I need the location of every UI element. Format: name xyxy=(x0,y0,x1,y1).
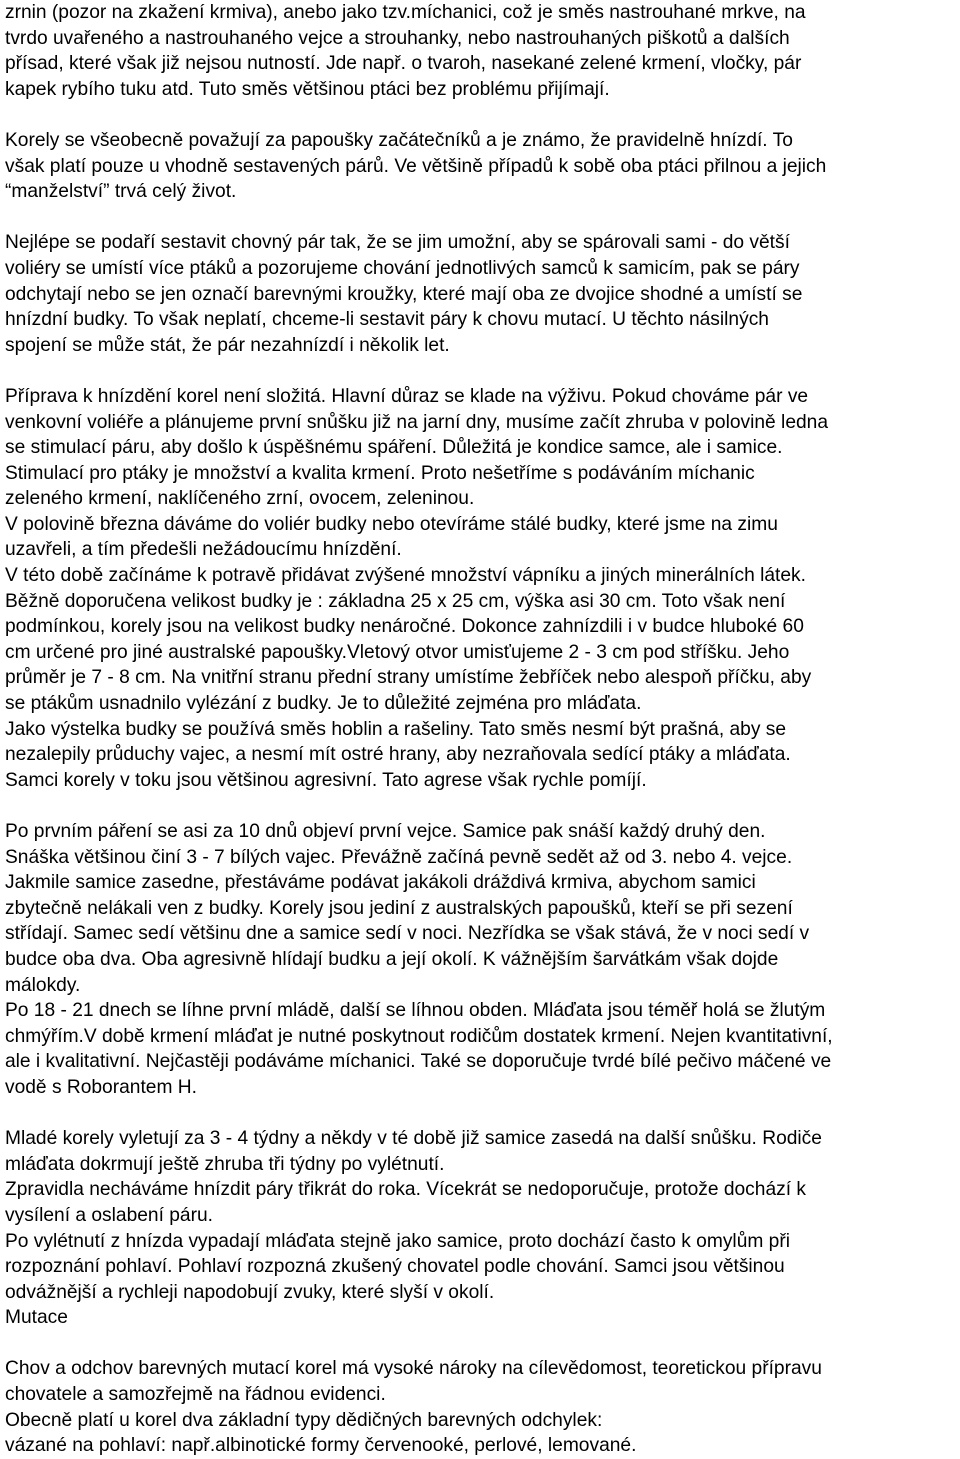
text-line: Běžně doporučena velikost budky je : základna 25 x 25 cm, výška asi 30 cm. Toto však není xyxy=(5,590,786,612)
text-line: chmýřím.V době krmení mláďat je nutné poskytnout rodičům dostatek krmení. Nejen kvantitativní, xyxy=(5,1025,833,1047)
text-line: Po vylétnutí z hnízda vypadají mláďata stejně jako samice, proto dochází často k omylům při xyxy=(5,1230,791,1252)
text-line: se stimulací páru, aby došlo k úspěšnému spáření. Důležitá je kondice samce, ale i samice. xyxy=(5,437,783,459)
text-line: Snáška většinou činí 3 - 7 bílých vajec. Převážně začíná pevně sedět až od 3. nebo 4. vejce. xyxy=(5,846,793,868)
text-line: Korely se všeobecně považují za papoušky začátečníků a je známo, že pravidelně hnízdí. To xyxy=(5,129,793,151)
text-line: málokdy. xyxy=(5,974,81,996)
text-line: Samci korely v toku jsou většinou agresivní. Tato agrese však rychle pomíjí. xyxy=(5,769,647,791)
text-line: podmínkou, korely jsou na velikost budky nenáročné. Dokonce zahnízdili i v budce hluboké 60 xyxy=(5,616,804,638)
document-page xyxy=(5,0,957,1459)
text-line: Nejlépe se podaří sestavit chovný pár tak, že se jim umožní, aby se spárovali sami - do větší xyxy=(5,232,790,254)
text-line: střídají. Samec sedí většinu dne a samice sedí v noci. Nezřídka se však stává, že v noci sedí v xyxy=(5,923,810,945)
text-line: voliéry se umístí více ptáků a pozorujeme chování jednotlivých samců k samicím, pak se páry xyxy=(5,257,800,279)
paragraph-pair-selection xyxy=(5,230,957,358)
text-line: Jako výstelka budky se používá směs hoblin a rašeliny. Tato směs nesmí být prašná, aby se xyxy=(5,718,787,740)
text-line: odvážnější a rychleji napodobují zvuky, které slyší v okolí. xyxy=(5,1281,495,1303)
paragraph-nesting-preparation xyxy=(5,384,957,794)
text-line: V polovině března dáváme do voliér budky nebo otevíráme stálé budky, které jsme na zimu xyxy=(5,513,778,535)
paragraph-color-mutations xyxy=(5,1356,957,1458)
text-line: Obecně platí u korel dva základní typy dědičných barevných odchylek: xyxy=(5,1409,603,1431)
paragraph-feeding-mix xyxy=(5,0,957,102)
text-line: zbytečně nelákali ven z budky. Korely jsou jediní z australských papoušků, kteří se při sezení xyxy=(5,897,793,919)
text-line: průměr je 7 - 8 cm. Na vnitřní stranu přední strany umístíme žebříček nebo alespoň příčku, aby xyxy=(5,667,812,689)
text-line: Po prvním páření se asi za 10 dnů objeví první vejce. Samice pak snáší každý druhý den. xyxy=(5,821,766,842)
text-line: Chov a odchov barevných mutací korel má vysoké nároky na cílevědomost, teoretickou přípravu xyxy=(5,1358,822,1380)
text-line: vodě s Roborantem H. xyxy=(5,1076,197,1098)
text-line: Po 18 - 21 dnech se líhne první mládě, další se líhnou obden. Mláďata jsou téměř holá se žlutým xyxy=(5,1000,826,1022)
text-line: chovatele a samozřejmě na řádnou evidenci. xyxy=(5,1384,386,1406)
text-line: rozpoznání pohlaví. Pohlaví rozpozná zkušený chovatel podle chování. Samci jsou většinou xyxy=(5,1256,785,1278)
text-line: Zpravidla necháváme hnízdit páry třikrát do roka. Vícekrát se nedoporučuje, protože dochází k xyxy=(5,1179,806,1201)
text-line: venkovní voliéře a plánujeme první snůšku již na jarní dny, musíme začít zhruba v polovině ledna xyxy=(5,411,829,433)
paragraph-beginner-parrots xyxy=(5,128,957,205)
text-line: mláďata dokrmují ještě zhruba tři týdny po vylétnutí. xyxy=(5,1153,445,1175)
text-line: hnízdní budky. To však neplatí, chceme-li sestavit páry k chovu mutací. U těchto násilných xyxy=(5,309,769,331)
paragraph-laying-and-hatching xyxy=(5,819,957,1101)
text-line: cm určené pro jiné australské papoušky.Vletový otvor umisťujeme 2 - 3 cm pod stříšku. Jeho xyxy=(5,641,790,663)
text-line: uzavřeli, a tím předešli nežádoucímu hnízdění. xyxy=(5,539,402,561)
text-line: Mladé korely vyletují za 3 - 4 týdny a někdy v té době již samice zasedá na další snůšku. Rodiče xyxy=(5,1128,822,1150)
text-line: vysílení a oslabení páru. xyxy=(5,1204,213,1226)
section-heading-mutace: Mutace xyxy=(5,1307,68,1329)
text-line: tvrdo uvařeného a nastrouhaného vejce a strouhanky, nebo nastrouhaných piškotů a dalších xyxy=(5,27,790,49)
text-line: V této době začínáme k potravě přidávat zvýšené množství vápníku a jiných minerálních látek. xyxy=(5,565,806,587)
text-line: Příprava k hnízdění korel není složitá. Hlavní důraz se klade na výživu. Pokud chováme pár ve xyxy=(5,385,809,407)
text-line: se ptákům usnadnilo vylézání z budky. Je to důležité zejména pro mláďata. xyxy=(5,693,642,715)
text-line: odchytají nebo se jen označí barevnými kroužky, které mají oba ze dvojice shodné a umístí se xyxy=(5,283,803,305)
text-line: budce oba dva. Oba agresivně hlídají budku a její okolí. K vážnějším šarvátkám však dojde xyxy=(5,948,779,970)
text-line: vázané na pohlaví: např.albinotické formy červenooké, perlové, lemované. xyxy=(5,1435,637,1457)
text-line: zrnin (pozor na zkažení krmiva), anebo jako tzv.míchanici, což je směs nastrouhané mrkve, na xyxy=(5,2,806,23)
text-line: zeleného krmení, naklíčeného zrní, ovocem, zeleninou. xyxy=(5,488,475,510)
text-line: kapek rybího tuku atd. Tuto směs většinou ptáci bez problému přijímají. xyxy=(5,78,610,100)
text-line: však platí pouze u vhodně sestavených párů. Ve většině případů k sobě oba ptáci přilnou a jejich xyxy=(5,155,827,177)
text-line: přísad, které však již nejsou nutností. Jde např. o tvaroh, nasekané zelené krmení, vločky, pár xyxy=(5,53,802,75)
text-line: Jakmile samice zasedne, přestáváme podávat jakákoli dráždivá krmiva, abychom samici xyxy=(5,872,756,894)
text-line: “manželství” trvá celý život. xyxy=(5,181,237,203)
text-line: spojení se může stát, že pár nezahnízdí i několik let. xyxy=(5,334,450,356)
text-line: ale i kvalitativní. Nejčastěji podáváme míchanici. Také se doporučuje tvrdé bílé pečivo máčené ve xyxy=(5,1051,832,1073)
text-line: Stimulací pro ptáky je množství a kvalita krmení. Proto nešetříme s podáváním míchanic xyxy=(5,462,755,484)
text-line: nezalepily průduchy vajec, a nesmí mít ostré hrany, aby nezraňovala sedící ptáky a mláďata. xyxy=(5,744,791,766)
paragraph-fledging xyxy=(5,1126,957,1331)
